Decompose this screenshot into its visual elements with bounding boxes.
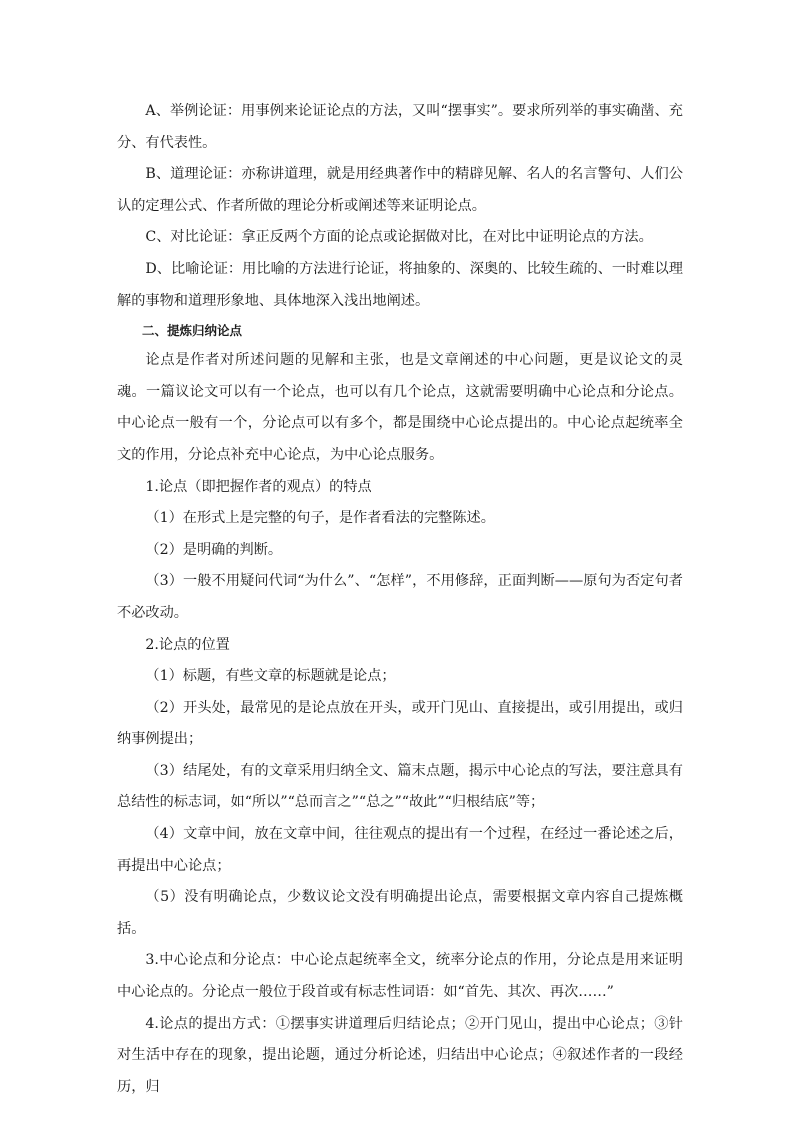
paragraph-thesis-position: 2.论点的位置	[145, 636, 230, 653]
paragraph-feature-3: （3）一般不用疑问代词“为什么”、“怎样”，不用修辞，正面判断——原句为否定句者不必改动。	[117, 573, 683, 621]
paragraph-feature-2: （2）是明确的判断。	[145, 541, 283, 558]
paragraph-thesis-intro: 论点是作者对所述问题的见解和主张，也是文章阐述的中心问题，更是议论文的灵魂。一篇议论文可以有一个论点，也可以有几个论点，这就需要明确中心论点和分论点。中心论点一般有一个，分论点可以有多个，都是围绕中心论点提出的。中心论点起统率全文的作用，分论点补充中心论点，为中心论点服务。	[117, 352, 683, 463]
paragraph-position-5: （5）没有明确论点，少数议论文没有明确提出论点，需要根据文章内容自己提炼概括。	[117, 889, 683, 937]
paragraph-metaphor-argument: D、比喻论证：用比喻的方法进行论证，将抽象的、深奥的、比较生疏的、一时难以理解的事物和道理形象地、具体地深入浅出地阐述。	[117, 260, 683, 309]
paragraph-reasoning-argument: B、道理论证：亦称讲道理，就是用经典著作中的精辟见解、名人的名言警句、人们公认的定理公式、作者所做的理论分析或阐述等来证明论点。	[117, 166, 683, 214]
paragraph-thesis-features: 1.论点（即把握作者的观点）的特点	[145, 478, 372, 495]
paragraph-position-4: （4）文章中间，放在文章中间，往往观点的提出有一个过程，在经过一番论述之后，再提出中心论点；	[117, 826, 683, 874]
paragraph-central-and-sub-thesis: 3.中心论点和分论点：中心论点起统率全文，统率分论点的作用，分论点是用来证明中心论点的。分论点一般位于段首或有标志性词语：如“首先、其次、再次……”	[117, 952, 683, 1001]
paragraph-contrast-argument: C、对比论证：拿正反两个方面的论点或论据做对比，在对比中证明论点的方法。	[145, 229, 653, 246]
paragraph-position-3: （3）结尾处，有的文章采用归纳全文、篇末点题，揭示中心论点的写法，要注意具有总结性的标志词，如“所以”“总而言之”“总之”“故此”“归根结底”等；	[117, 762, 683, 811]
paragraph-example-argument: A、举例论证：用事例来论证论点的方法，又叫“摆事实”。要求所列举的事实确凿、充分、有代表性。	[117, 103, 683, 151]
paragraph-thesis-methods: 4.论点的提出方式：①摆事实讲道理后归结论点；②开门见山，提出中心论点；③针对生活中存在的现象，提出论题，通过分析论述，归结出中心论点；④叙述作者的一段经历，归	[117, 1015, 683, 1095]
paragraph-position-2: （2）开头处，最常见的是论点放在开头，或开门见山、直接提出，或引用提出，或归纳事例提出；	[117, 699, 683, 748]
document-page	[117, 96, 683, 1103]
paragraph-feature-1: （1）在形式上是完整的句子，是作者看法的完整陈述。	[145, 510, 495, 527]
section-heading: 二、提炼归纳论点	[142, 323, 243, 339]
paragraph-position-1: （1）标题，有些文章的标题就是论点；	[145, 668, 396, 685]
